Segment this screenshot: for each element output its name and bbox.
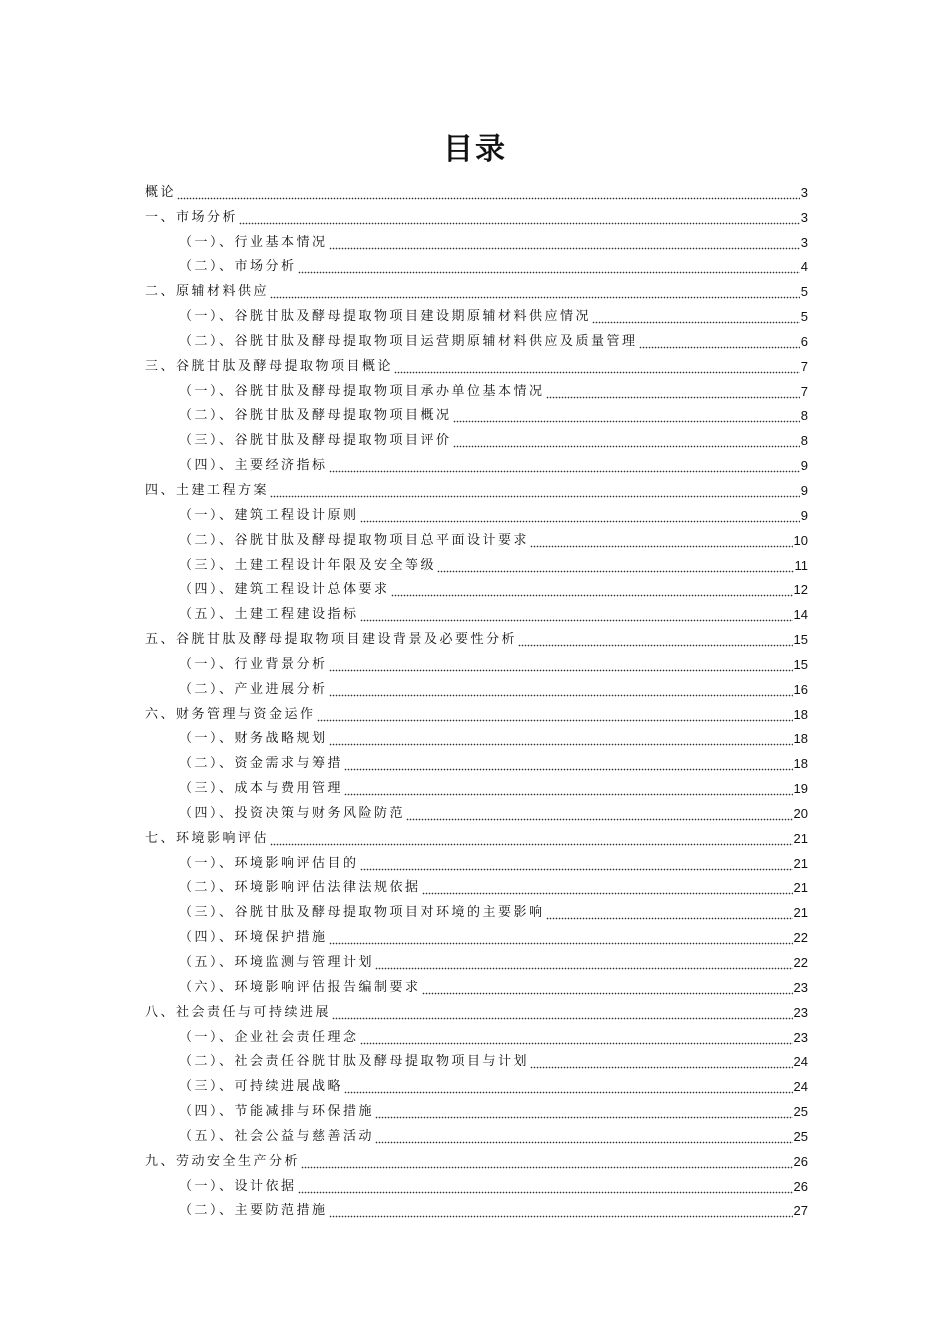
- toc-entry-page-number: 9: [800, 482, 808, 498]
- toc-entry[interactable]: [145, 251, 808, 276]
- toc-entry-label: （四）、节能减排与环保措施: [179, 1104, 375, 1120]
- page-title: 目录: [443, 132, 507, 167]
- toc-leader-dots: [360, 607, 793, 623]
- toc-leader-dots: [344, 781, 793, 797]
- toc-entry-label: （二）、主要防范措施: [179, 1203, 328, 1219]
- toc-leader-dots: [422, 880, 793, 896]
- toc-leader-dots: [530, 1054, 793, 1070]
- toc-entry-label: （一）、财务战略规划: [179, 731, 328, 747]
- toc-entry-page-number: 15: [793, 632, 808, 648]
- toc-leader-dots: [394, 359, 800, 375]
- toc-entry-page-number: 7: [800, 383, 808, 399]
- toc-leader-dots: [546, 905, 793, 921]
- toc-entry-page-number: 18: [793, 731, 808, 747]
- toc-entry-page-number: 3: [800, 209, 808, 225]
- toc-entry-label: （一）、企业社会责任理念: [179, 1029, 359, 1045]
- toc-entry-page-number: 19: [793, 781, 808, 797]
- toc-entry-label: 四、土建工程方案: [145, 482, 270, 498]
- toc-leader-dots: [329, 458, 800, 474]
- toc-entry-page-number: 25: [793, 1128, 808, 1144]
- toc-entry-label: （一）、行业基本情况: [179, 234, 328, 250]
- toc-entry[interactable]: [145, 648, 808, 673]
- toc-entry-label: （五）、土建工程建设指标: [179, 607, 359, 623]
- toc-entry-page-number: 3: [800, 234, 808, 250]
- toc-entry[interactable]: [145, 375, 808, 400]
- toc-entry-label: （四）、建筑工程设计总体要求: [179, 582, 390, 598]
- toc-entry[interactable]: [145, 325, 808, 350]
- toc-entry-label: 三、谷胱甘肽及酵母提取物项目概论: [145, 358, 394, 374]
- toc-leader-dots: [344, 1079, 793, 1095]
- toc-leader-dots: [329, 930, 793, 946]
- toc-entry[interactable]: [145, 474, 808, 499]
- toc-entry-label: （二）、产业进展分析: [179, 681, 328, 697]
- toc-entry[interactable]: [145, 1120, 808, 1145]
- toc-entry[interactable]: [145, 226, 808, 251]
- toc-leader-dots: [270, 483, 800, 499]
- toc-entry-page-number: 7: [800, 358, 808, 374]
- toc-entry[interactable]: [145, 549, 808, 574]
- toc-entry-label: （一）、谷胱甘肽及酵母提取物项目承办单位基本情况: [179, 383, 545, 399]
- toc-entry[interactable]: [145, 400, 808, 425]
- toc-leader-dots: [360, 1030, 793, 1046]
- toc-leader-dots: [375, 955, 793, 971]
- toc-entry-label: （二）、市场分析: [179, 259, 297, 275]
- toc-entry[interactable]: [145, 847, 808, 872]
- toc-entry-label: （二）、资金需求与筹措: [179, 756, 344, 772]
- toc-entry[interactable]: [145, 896, 808, 921]
- toc-entry-page-number: 6: [800, 333, 808, 349]
- toc-leader-dots: [317, 707, 793, 723]
- toc-entry[interactable]: [145, 574, 808, 599]
- toc-entry-page-number: 12: [793, 582, 808, 598]
- toc-leader-dots: [518, 632, 793, 648]
- toc-leader-dots: [329, 657, 793, 673]
- toc-entry-page-number: 22: [793, 930, 808, 946]
- table-of-contents: [145, 176, 808, 1219]
- toc-entry-label: （二）、谷胱甘肽及酵母提取物项目运营期原辅材料供应及质量管理: [179, 333, 638, 349]
- toc-entry-page-number: 10: [793, 532, 808, 548]
- toc-entry-page-number: 21: [793, 830, 808, 846]
- toc-leader-dots: [329, 235, 800, 251]
- toc-leader-dots: [453, 408, 800, 424]
- toc-entry-label: （一）、谷胱甘肽及酵母提取物项目建设期原辅材料供应情况: [179, 309, 592, 325]
- toc-leader-dots: [298, 259, 800, 275]
- toc-leader-dots: [344, 756, 793, 772]
- toc-entry-label: （六）、环境影响评估报告编制要求: [179, 979, 421, 995]
- toc-leader-dots: [360, 508, 800, 524]
- toc-entry[interactable]: [145, 673, 808, 698]
- toc-entry[interactable]: [145, 1046, 808, 1071]
- toc-entry-page-number: 14: [793, 607, 808, 623]
- toc-entry-page-number: 11: [794, 557, 808, 573]
- toc-entry-label: 七、环境影响评估: [145, 830, 270, 846]
- toc-leader-dots: [301, 1154, 793, 1170]
- toc-entry[interactable]: [145, 772, 808, 797]
- toc-entry[interactable]: [145, 822, 808, 847]
- toc-leader-dots: [546, 384, 800, 400]
- toc-entry-page-number: 18: [793, 756, 808, 772]
- toc-entry-page-number: 26: [793, 1178, 808, 1194]
- toc-entry-label: （二）、环境影响评估法律法规依据: [179, 880, 421, 896]
- toc-entry-page-number: 26: [793, 1153, 808, 1169]
- toc-entry-label: （一）、环境影响评估目的: [179, 855, 359, 871]
- toc-entry-label: （三）、土建工程设计年限及安全等级: [179, 557, 437, 573]
- toc-entry[interactable]: [145, 499, 808, 524]
- toc-entry[interactable]: [145, 747, 808, 772]
- toc-entry-label: （四）、环境保护措施: [179, 930, 328, 946]
- toc-entry[interactable]: [145, 723, 808, 748]
- toc-entry[interactable]: [145, 1170, 808, 1195]
- toc-entry[interactable]: [145, 449, 808, 474]
- toc-entry-page-number: 23: [793, 1029, 808, 1045]
- toc-entry-page-number: 23: [793, 1004, 808, 1020]
- toc-entry[interactable]: [145, 424, 808, 449]
- toc-leader-dots: [329, 1203, 793, 1219]
- toc-entry-page-number: 4: [800, 259, 808, 275]
- toc-leader-dots: [530, 533, 793, 549]
- toc-entry-page-number: 9: [800, 458, 808, 474]
- toc-entry-page-number: 8: [800, 408, 808, 424]
- toc-entry-label: 五、谷胱甘肽及酵母提取物项目建设背景及必要性分析: [145, 632, 518, 648]
- toc-entry-label: 二、原辅材料供应: [145, 284, 270, 300]
- toc-entry[interactable]: [145, 996, 808, 1021]
- toc-entry-page-number: 9: [800, 507, 808, 523]
- toc-leader-dots: [437, 558, 793, 574]
- toc-entry[interactable]: [145, 971, 808, 996]
- toc-entry-page-number: 23: [793, 979, 808, 995]
- toc-entry[interactable]: [145, 1070, 808, 1095]
- toc-entry-page-number: 22: [793, 955, 808, 970]
- toc-entry-label: （五）、环境监测与管理计划: [179, 955, 375, 970]
- toc-leader-dots: [177, 185, 800, 201]
- toc-entry-label: 概论: [145, 184, 177, 200]
- toc-leader-dots: [375, 1129, 793, 1145]
- toc-entry-page-number: 21: [793, 880, 808, 896]
- toc-entry[interactable]: [145, 176, 808, 201]
- toc-leader-dots: [239, 210, 800, 226]
- toc-leader-dots: [270, 284, 800, 300]
- toc-leader-dots: [406, 806, 793, 822]
- toc-leader-dots: [298, 1179, 793, 1195]
- toc-entry-label: 一、市场分析: [145, 209, 239, 225]
- toc-entry[interactable]: [145, 698, 808, 723]
- toc-entry-page-number: 27: [793, 1203, 808, 1219]
- toc-entry-label: （三）、谷胱甘肽及酵母提取物项目对环境的主要影响: [179, 905, 545, 921]
- toc-entry-page-number: 18: [793, 706, 808, 722]
- toc-entry-page-number: 15: [793, 656, 808, 672]
- toc-entry[interactable]: [145, 946, 808, 971]
- toc-entry-page-number: 8: [800, 433, 808, 449]
- toc-entry-label: （三）、谷胱甘肽及酵母提取物项目评价: [179, 433, 452, 449]
- toc-entry-page-number: 3: [800, 184, 808, 200]
- toc-entry[interactable]: [145, 872, 808, 897]
- toc-entry-label: （一）、设计依据: [179, 1178, 297, 1194]
- toc-entry[interactable]: [145, 598, 808, 623]
- toc-entry[interactable]: [145, 797, 808, 822]
- toc-entry-label: （一）、建筑工程设计原则: [179, 507, 359, 523]
- toc-entry[interactable]: [145, 300, 808, 325]
- toc-entry[interactable]: [145, 1195, 808, 1220]
- toc-entry[interactable]: [145, 1021, 808, 1046]
- toc-leader-dots: [270, 831, 793, 847]
- toc-entry[interactable]: [145, 1145, 808, 1170]
- toc-leader-dots: [329, 731, 793, 747]
- toc-entry[interactable]: [145, 623, 808, 648]
- toc-entry-label: （二）、谷胱甘肽及酵母提取物项目概况: [179, 408, 452, 424]
- toc-entry-page-number: 25: [793, 1104, 808, 1120]
- toc-entry-label: （五）、社会公益与慈善活动: [179, 1128, 375, 1144]
- toc-leader-dots: [329, 682, 793, 698]
- toc-entry-label: （四）、主要经济指标: [179, 458, 328, 474]
- toc-entry-page-number: 16: [793, 681, 808, 697]
- toc-leader-dots: [332, 1005, 793, 1021]
- toc-leader-dots: [453, 433, 800, 449]
- toc-entry-page-number: 24: [793, 1054, 808, 1070]
- toc-entry-page-number: 21: [793, 855, 808, 871]
- toc-entry-page-number: 5: [800, 309, 808, 325]
- toc-entry-label: （三）、成本与费用管理: [179, 781, 344, 797]
- toc-entry-label: 六、财务管理与资金运作: [145, 706, 316, 722]
- toc-leader-dots: [639, 334, 800, 350]
- toc-entry[interactable]: [145, 350, 808, 375]
- toc-entry-label: 九、劳动安全生产分析: [145, 1153, 301, 1169]
- toc-entry-label: （三）、可持续进展战略: [179, 1079, 344, 1095]
- toc-entry-page-number: 5: [800, 284, 808, 300]
- toc-leader-dots: [375, 1104, 793, 1120]
- toc-entry-label: （四）、投资决策与财务风险防范: [179, 805, 406, 821]
- toc-leader-dots: [391, 582, 793, 598]
- toc-leader-dots: [422, 980, 793, 996]
- toc-entry[interactable]: [145, 201, 808, 226]
- toc-entry[interactable]: [145, 275, 808, 300]
- toc-entry-label: （二）、社会责任谷胱甘肽及酵母提取物项目与计划: [179, 1054, 530, 1070]
- toc-entry-label: （一）、行业背景分析: [179, 656, 328, 672]
- toc-entry[interactable]: [145, 921, 808, 946]
- toc-entry-label: 八、社会责任与可持续进展: [145, 1004, 332, 1020]
- toc-entry[interactable]: [145, 524, 808, 549]
- toc-entry-label: （二）、谷胱甘肽及酵母提取物项目总平面设计要求: [179, 532, 530, 548]
- toc-leader-dots: [360, 856, 793, 872]
- toc-entry-page-number: 21: [793, 905, 808, 921]
- toc-entry[interactable]: [145, 1095, 808, 1120]
- toc-entry-page-number: 20: [793, 805, 808, 821]
- toc-entry-page-number: 24: [793, 1079, 808, 1095]
- toc-leader-dots: [592, 309, 800, 325]
